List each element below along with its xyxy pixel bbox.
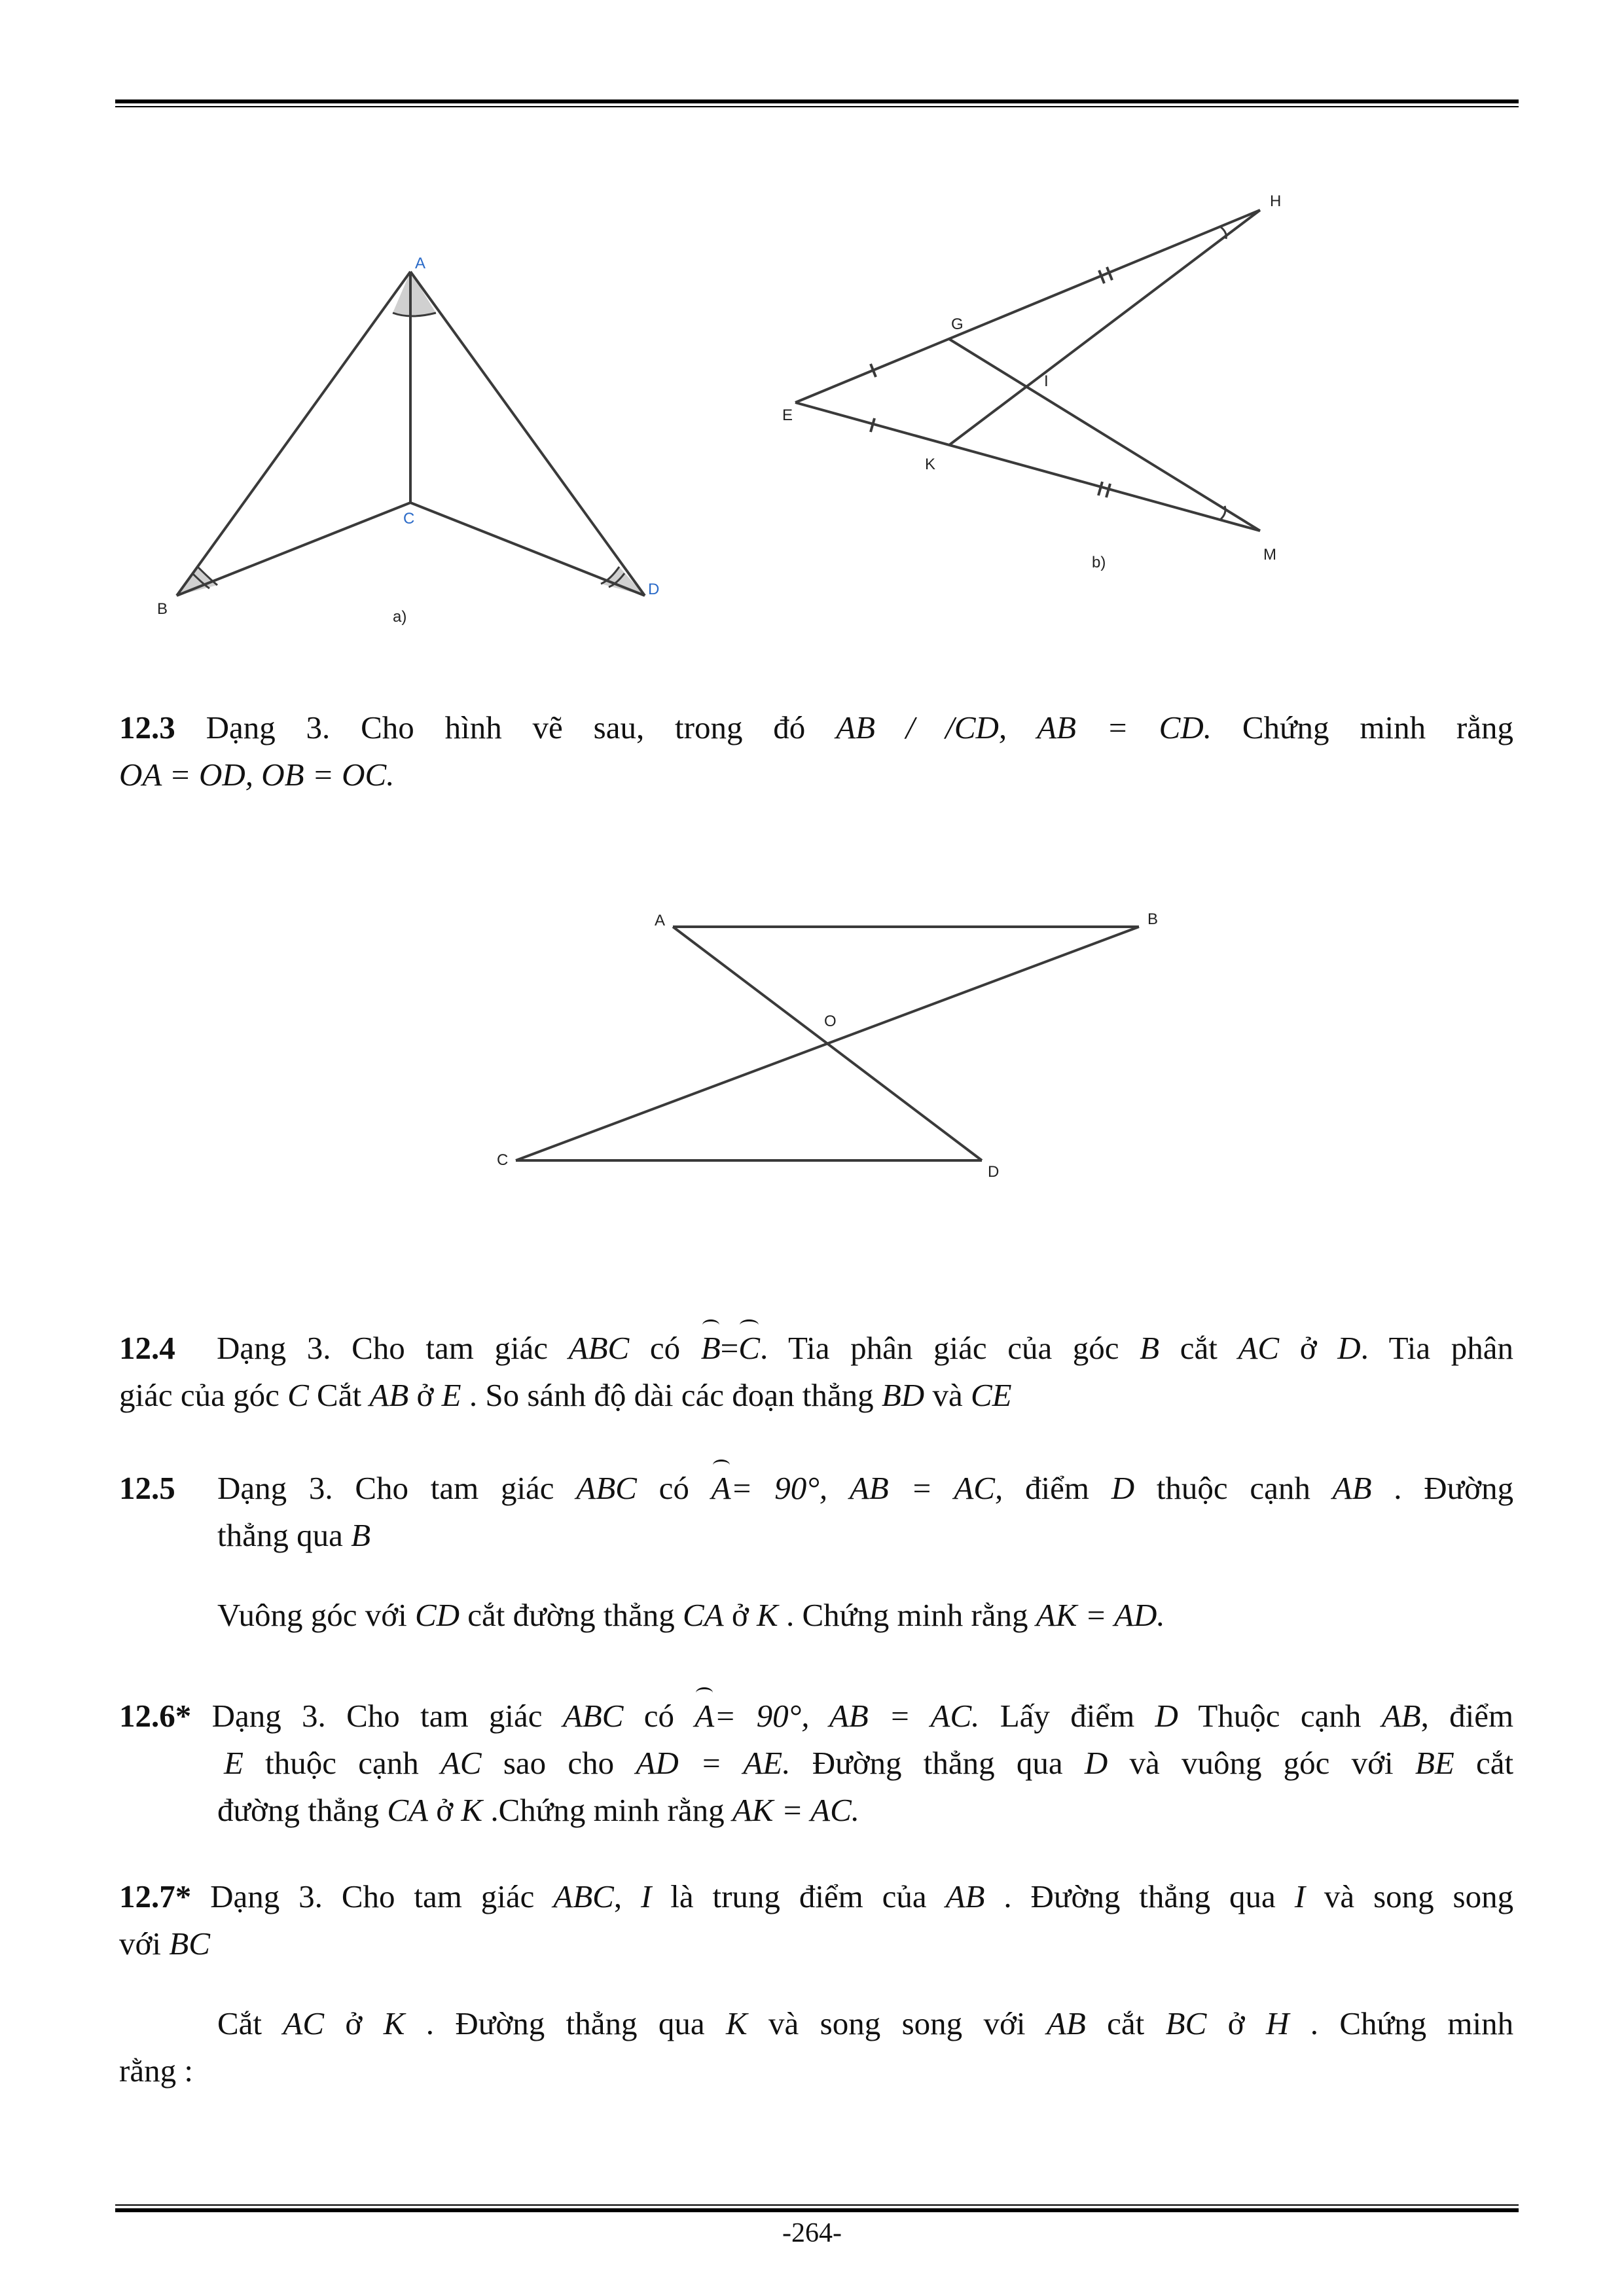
segment-ad [410,272,645,596]
problem-12-5 [119,1465,1513,1639]
label-point-b: B [1147,910,1159,928]
label-point-e: E [782,406,793,424]
label-point-o: O [824,1013,837,1030]
problem-12-6-line3: đường thẳng CA ở K .Chứng minh rằng AK = AC. [217,1792,860,1828]
figure-12-3 [488,897,1182,1198]
problem-12-3-line2 [119,751,1513,798]
label-point-a: A [655,912,666,929]
segment-em [795,403,1260,531]
label-point-d: D [648,581,660,598]
problem-12-6-line1: 12.6* Dạng 3. Cho tam giác ABC có A= 90°, AB = AC. Lấy điểm D Thuộc cạnh AB, điểm [119,1693,1513,1740]
problem-12-7-line4: rằng : [119,2053,193,2089]
label-point-b: B [157,600,168,618]
segment-gm [949,339,1260,531]
math-expression: OA = OD, OB = OC. [119,757,395,793]
angle-a-hat: A [695,1693,714,1740]
problem-12-3 [119,704,1513,798]
problem-12-4-line1: 12.4 Dạng 3. Cho tam giác ABC có B=C. Tia phân giác của góc B cắt AC ở D. Tia phân [119,1325,1513,1372]
label-point-k: K [925,456,936,473]
header-rule-thin [115,106,1519,107]
problem-12-4 [119,1325,1513,1419]
problem-12-7-line3: Cắt AC ở K . Đường thẳng qua K và song song với AB cắt BC ở H . Chứng minh [217,2005,1514,2041]
angle-c-hat: C [738,1325,760,1372]
label-point-d: D [988,1163,1000,1181]
angle-a-hat: A [712,1465,731,1512]
angle-b-hat: B [701,1325,721,1372]
footer-rule-thin [115,2204,1519,2206]
segment-eh [795,210,1260,403]
math-expression: AB / /CD, AB = CD. [836,709,1212,745]
label-point-c: C [497,1151,509,1169]
segment-ab [177,272,410,596]
problem-12-7-line2: với BC [119,1926,210,1962]
problem-number: 12.7* [119,1878,192,1914]
problem-12-7 [119,1873,1513,2094]
problem-number: 12.5 [119,1470,175,1506]
problem-12-5-line2: thẳng qua B [217,1517,371,1553]
problem-12-7-line1: 12.7* Dạng 3. Cho tam giác ABC, I là trung điểm của AB . Đường thẳng qua I và song song [119,1878,1514,1914]
segment-kh [949,210,1260,445]
problem-number: 12.4 [119,1330,175,1366]
label-point-g: G [951,315,964,333]
figure-a [144,249,694,635]
problem-12-6-line2: E thuộc cạnh AC sao cho AD = AE. Đường thẳng qua D và vuông góc với BE cắt [224,1745,1514,1781]
problem-12-5-line1: Dạng 3. Cho tam giác ABC có A= 90°, AB = AC, điểm D thuộc cạnh AB . Đường [119,1465,1513,1512]
problem-12-5-line3: Vuông góc với CD cắt đường thẳng CA ở K . Chứng minh rằng AK = AD. [217,1597,1165,1633]
header-rule-thick [115,99,1519,103]
figure-b [782,187,1306,573]
problem-number: 12.3 [119,709,175,745]
label-point-c: C [403,510,415,528]
caption-a: a) [393,608,407,626]
problem-12-4-line2: giác của góc C Cắt AB ở E . So sánh độ dài các đoạn thẳng BD và CE [119,1377,1012,1413]
caption-b: b) [1092,554,1106,571]
label-point-m: M [1263,546,1276,564]
tick-km-1 [1098,482,1102,495]
problem-number: 12.6* [119,1698,192,1734]
label-point-h: H [1270,192,1282,210]
segment-bc [516,927,1139,1160]
problem-12-3-line1: 12.3 Dạng 3. Cho hình vẽ sau, trong đó AB / /CD, AB = CD. Chứng minh rằng [119,709,1513,745]
footer-rule-thick [115,2208,1519,2212]
problem-12-6 [119,1693,1513,1834]
page-number: -264- [782,2218,842,2248]
label-point-a: A [415,255,426,272]
label-point-i: I [1044,372,1049,390]
